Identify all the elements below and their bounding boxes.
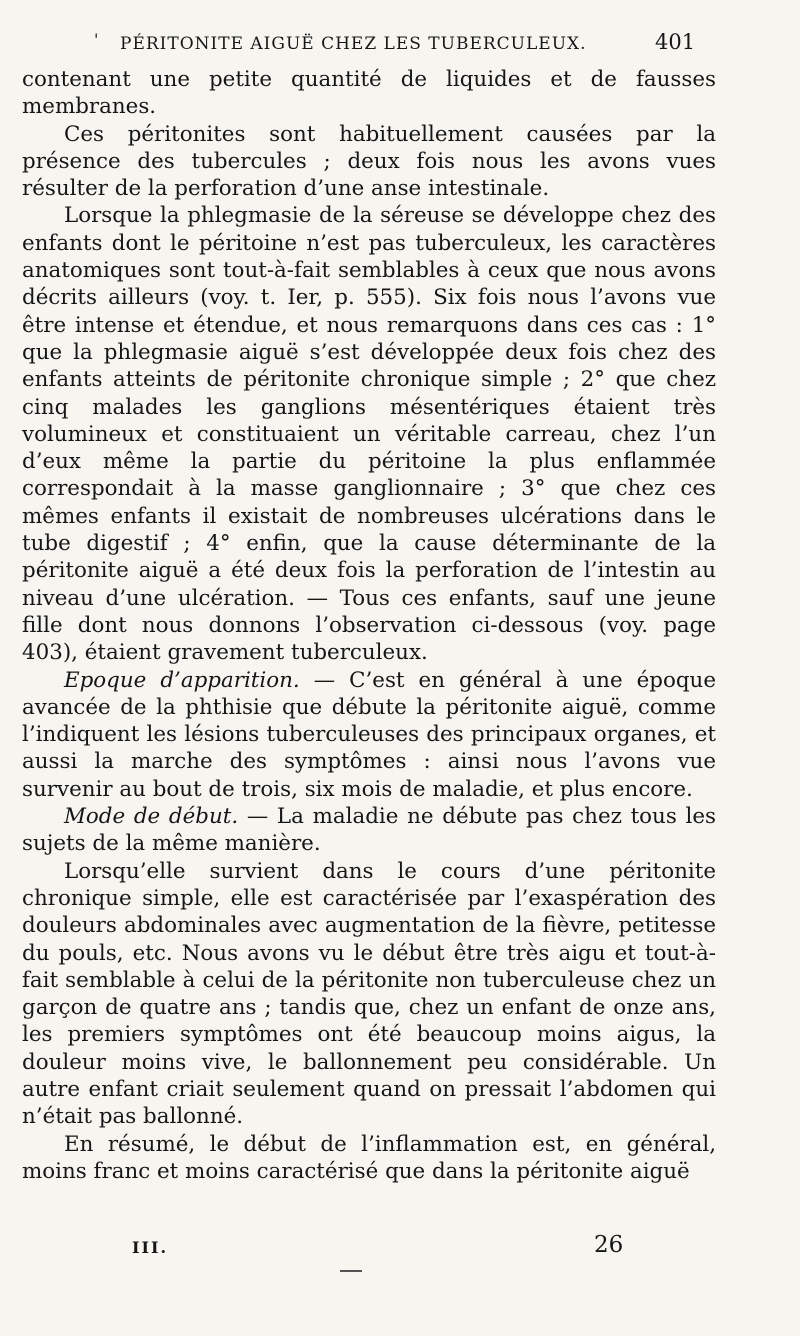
running-title: PÉRITONITE AIGUË CHEZ LES TUBERCULEUX.: [120, 34, 587, 54]
paragraph-text: Lorsqu’elle survient dans le cours d’une péritonite chronique simple, elle est caractérisée par l’exaspération des douleurs abdominales avec augmentation de la fièvre, petitesse du pouls, etc. Nous avons vu le début être très aigu et tout-à-fait semblable à celui de la péritonite non tuberculeuse chez un garçon de quatre ans ; tandis que, chez un enfant de onze ans, les premiers symptômes ont été beaucoup moins aigus, la douleur moins vive, le ballonnement peu considérable. Un autre enfant criait seulement quand on pressait l’abdomen qui n’était pas ballonné.: [22, 858, 716, 1130]
stray-mark: [340, 1270, 362, 1272]
body-text: [22, 66, 716, 1185]
paragraph-anatomy: [22, 202, 716, 666]
section-lead-mode: Mode de début.: [64, 804, 239, 830]
paragraph-text: — C’est en général à une époque avancée de la phthisie que débute la péritonite aiguë, comme l’indiquent les lésions tuberculeuses des principaux organes, et aussi la marche des symptômes : ainsi nous l’avons vue survenir au bout de trois, six mois de maladie, et plus encore.: [22, 667, 716, 802]
paragraph-text: — La maladie ne débute pas chez tous les sujets de la même manière.: [22, 804, 716, 857]
signature-mark: III.: [132, 1238, 169, 1257]
paragraph-mode: [22, 803, 716, 858]
paragraph-onset: [22, 858, 716, 1131]
paragraph-continuation: [22, 66, 716, 121]
paragraph-text: Lorsque la phlegmasie de la séreuse se développe chez des enfants dont le péritoine n’est pas tuberculeux, les caractères anatomiques sont tout-à-fait semblables à ceux que nous avons décrits ailleurs (voy. t. Ier, p. 555). Six fois nous l’avons vue être intense et étendue, et nous remarquons dans ces cas : 1° que la phlegmasie aiguë s’est développée deux fois chez des enfants atteints de péritonite chronique simple ; 2° que chez cinq malades les ganglions mésentériques étaient très volumineux et constituaient un véritable carreau, chez l’un d’eux même la partie du péritoine la plus enflammée correspondait à la masse ganglionnaire ; 3° que chez ces mêmes enfants il existait de nombreuses ulcérations dans le tube digestif ; 4° enfin, que la cause déterminante de la péritonite aiguë a été deux fois la perforation de l’intestin au niveau d’une ulcération. — Tous ces enfants, sauf une jeune fille dont nous donnons l’observation ci-dessous (voy. page 403), étaient gravement tuberculeux.: [22, 203, 716, 666]
paragraph-causes: [22, 121, 716, 203]
section-lead-epoque: Epoque d’apparition.: [64, 667, 300, 693]
paragraph-text: En résumé, le début de l’inflammation est, en général, moins franc et moins caractérisé que dans la péritonite aiguë: [22, 1131, 716, 1184]
signature-number: 26: [594, 1232, 624, 1258]
paragraph-epoque: [22, 667, 716, 803]
paragraph-text: Ces péritonites sont habituellement causées par la présence des tubercules ; deux fois nous les avons vues résulter de la perforation d’une anse intestinale.: [22, 121, 716, 202]
page-number: 401: [655, 30, 696, 54]
paragraph-text: contenant une petite quantité de liquides et de fausses membranes.: [22, 67, 716, 120]
header-marker: ': [94, 30, 99, 49]
paragraph-summary: [22, 1131, 716, 1186]
